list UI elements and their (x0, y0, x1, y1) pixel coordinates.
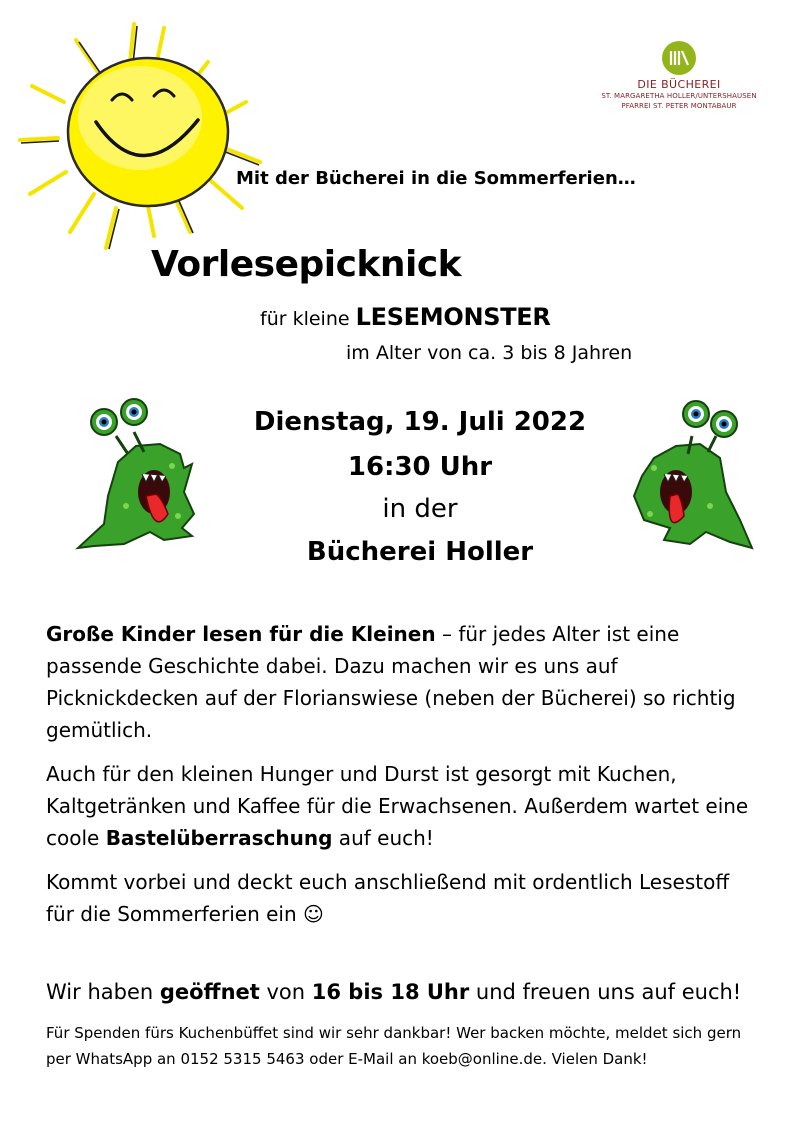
event-location: Bücherei Holler (306, 537, 534, 567)
logo-name: DIE BÜCHEREI (637, 78, 721, 91)
event-preposition: in der (382, 494, 458, 524)
logo-line-1: ST. MARGARETHA HOLLER/UNTERSHAUSEN (601, 92, 757, 100)
opening-hours (46, 976, 756, 1008)
opening-hours-a: Wir haben (46, 980, 160, 1004)
event-date: Dienstag, 19. Juli 2022 (253, 407, 587, 437)
paragraph-reading (46, 618, 756, 746)
library-logo (594, 40, 764, 111)
logo-line-2: PFARREI ST. PETER MONTABAUR (621, 102, 737, 110)
paragraph-reading-text: – für jedes Alter ist eine passende Geschichte dabei. Dazu machen wir es uns auf Picknickdecken auf der Florianswiese (neben der Bücherei) so richtig gemütlich. (46, 622, 736, 742)
event-time: 16:30 Uhr (347, 452, 493, 482)
age-range: im Alter von ca. 3 bis 8 Jahren (346, 342, 633, 364)
paragraph-food-bold: Bastelüberraschung (105, 826, 333, 850)
paragraph-food-text: Auch für den kleinen Hunger und Durst ist gesorgt mit Kuchen, Kaltgetränken und Kaffee für die Erwachsenen. Außerdem wartet eine coole (46, 762, 749, 850)
paragraph-food (46, 758, 756, 854)
paragraph-invite: Kommt vorbei und deckt euch anschließend mit ordentlich Lesestoff für die Sommerferien ein ☺ (46, 870, 730, 926)
intro-line: Mit der Bücherei in die Sommerferien… (236, 168, 636, 189)
opening-hours-d: 16 bis 18 Uhr (311, 980, 470, 1004)
subtitle-prefix: für kleine (260, 308, 356, 330)
subtitle-highlight: LESEMONSTER (355, 303, 551, 331)
sun-illustration (14, 22, 264, 252)
donation-note: Für Spenden fürs Kuchenbüffet sind wir sehr dankbar! Wer backen möchte, meldet sich gern per WhatsApp an 0152 5315 5463 oder E-Mail an koeb@online.de. Vielen Dank! (46, 1024, 742, 1068)
opening-hours-e: und freuen uns auf euch! (469, 980, 742, 1004)
monster-illustration-right (630, 396, 754, 552)
subtitle-line (260, 303, 551, 331)
monster-illustration-left (74, 396, 198, 552)
paragraph-reading-bold: Große Kinder lesen für die Kleinen (46, 622, 436, 646)
library-logo-icon (661, 40, 697, 76)
page-title: Vorlesepicknick (151, 244, 462, 285)
opening-hours-b: geöffnet (159, 980, 260, 1004)
opening-hours-c: von (259, 980, 312, 1004)
paragraph-food-end: auf euch! (332, 826, 434, 850)
